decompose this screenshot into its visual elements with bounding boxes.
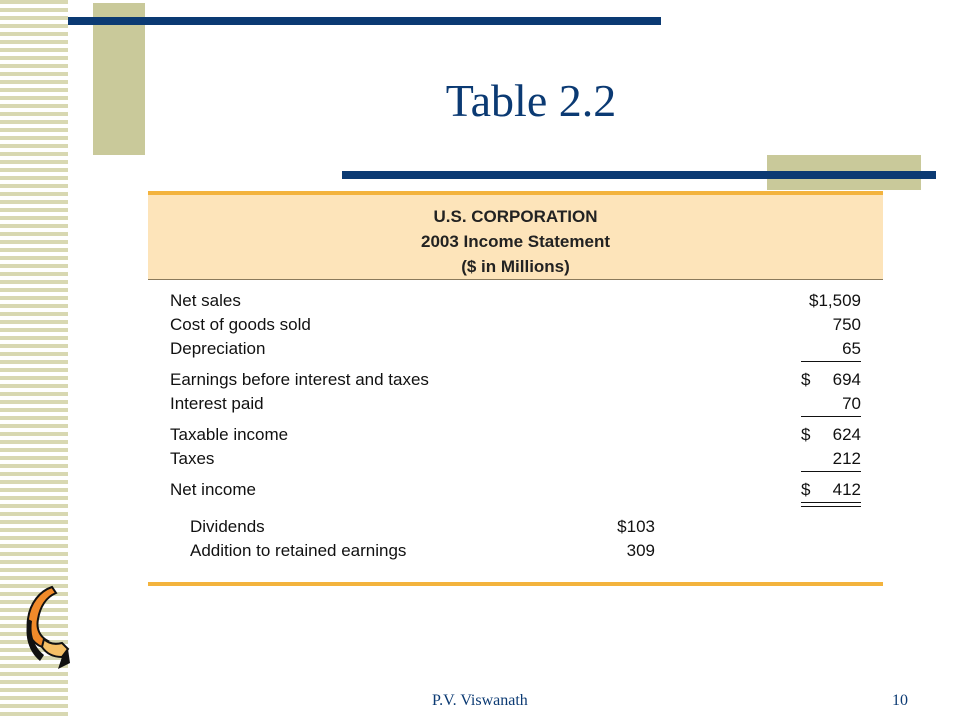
row-value-net-sales: $1,509 xyxy=(809,291,861,310)
row-label-taxable-income: Taxable income xyxy=(170,425,289,444)
subtotal-rule xyxy=(801,471,861,472)
row-label-interest: Interest paid xyxy=(170,394,264,413)
row-value-retained-earnings: 309 xyxy=(626,541,655,560)
table-header-statement: 2003 Income Statement xyxy=(421,232,610,251)
row-label-dividends: Dividends xyxy=(190,517,265,536)
page-number: 10 xyxy=(892,692,908,709)
row-value-interest: 70 xyxy=(842,394,861,413)
row-value-dividends: $103 xyxy=(617,517,655,536)
table-header xyxy=(148,195,883,280)
row-label-ebit: Earnings before interest and taxes xyxy=(170,370,429,389)
row-value-depreciation: 65 xyxy=(842,339,861,358)
row-prefix-net-income: $ xyxy=(801,480,811,499)
row-label-cogs: Cost of goods sold xyxy=(170,315,311,334)
subtotal-rule xyxy=(801,361,861,362)
row-label-taxes: Taxes xyxy=(170,449,215,468)
decorative-rule-top xyxy=(68,17,661,25)
income-statement-table xyxy=(148,191,883,586)
table-header-units: ($ in Millions) xyxy=(461,257,570,276)
row-label-net-sales: Net sales xyxy=(170,291,241,310)
footer-author: P.V. Viswanath xyxy=(432,692,528,709)
row-label-retained-earnings: Addition to retained earnings xyxy=(190,541,407,560)
curled-corner-logo-icon xyxy=(22,585,70,675)
double-rule-top xyxy=(801,502,861,503)
row-value-taxes: 212 xyxy=(832,449,861,468)
subtotal-rule xyxy=(801,416,861,417)
table-header-company: U.S. CORPORATION xyxy=(433,207,598,226)
row-prefix-ebit: $ xyxy=(801,370,811,389)
row-value-net-income: 412 xyxy=(832,480,861,499)
double-rule-bottom xyxy=(801,506,861,507)
row-value-ebit: 694 xyxy=(832,370,861,389)
row-prefix-taxable-income: $ xyxy=(801,425,811,444)
row-value-taxable-income: 624 xyxy=(832,425,861,444)
decorative-rule-mid xyxy=(342,171,936,179)
row-value-cogs: 750 xyxy=(832,315,861,334)
row-label-depreciation: Depreciation xyxy=(170,339,266,358)
slide-title: Table 2.2 xyxy=(445,75,617,126)
row-label-net-income: Net income xyxy=(170,480,256,499)
table-bottom-rule xyxy=(148,582,883,586)
